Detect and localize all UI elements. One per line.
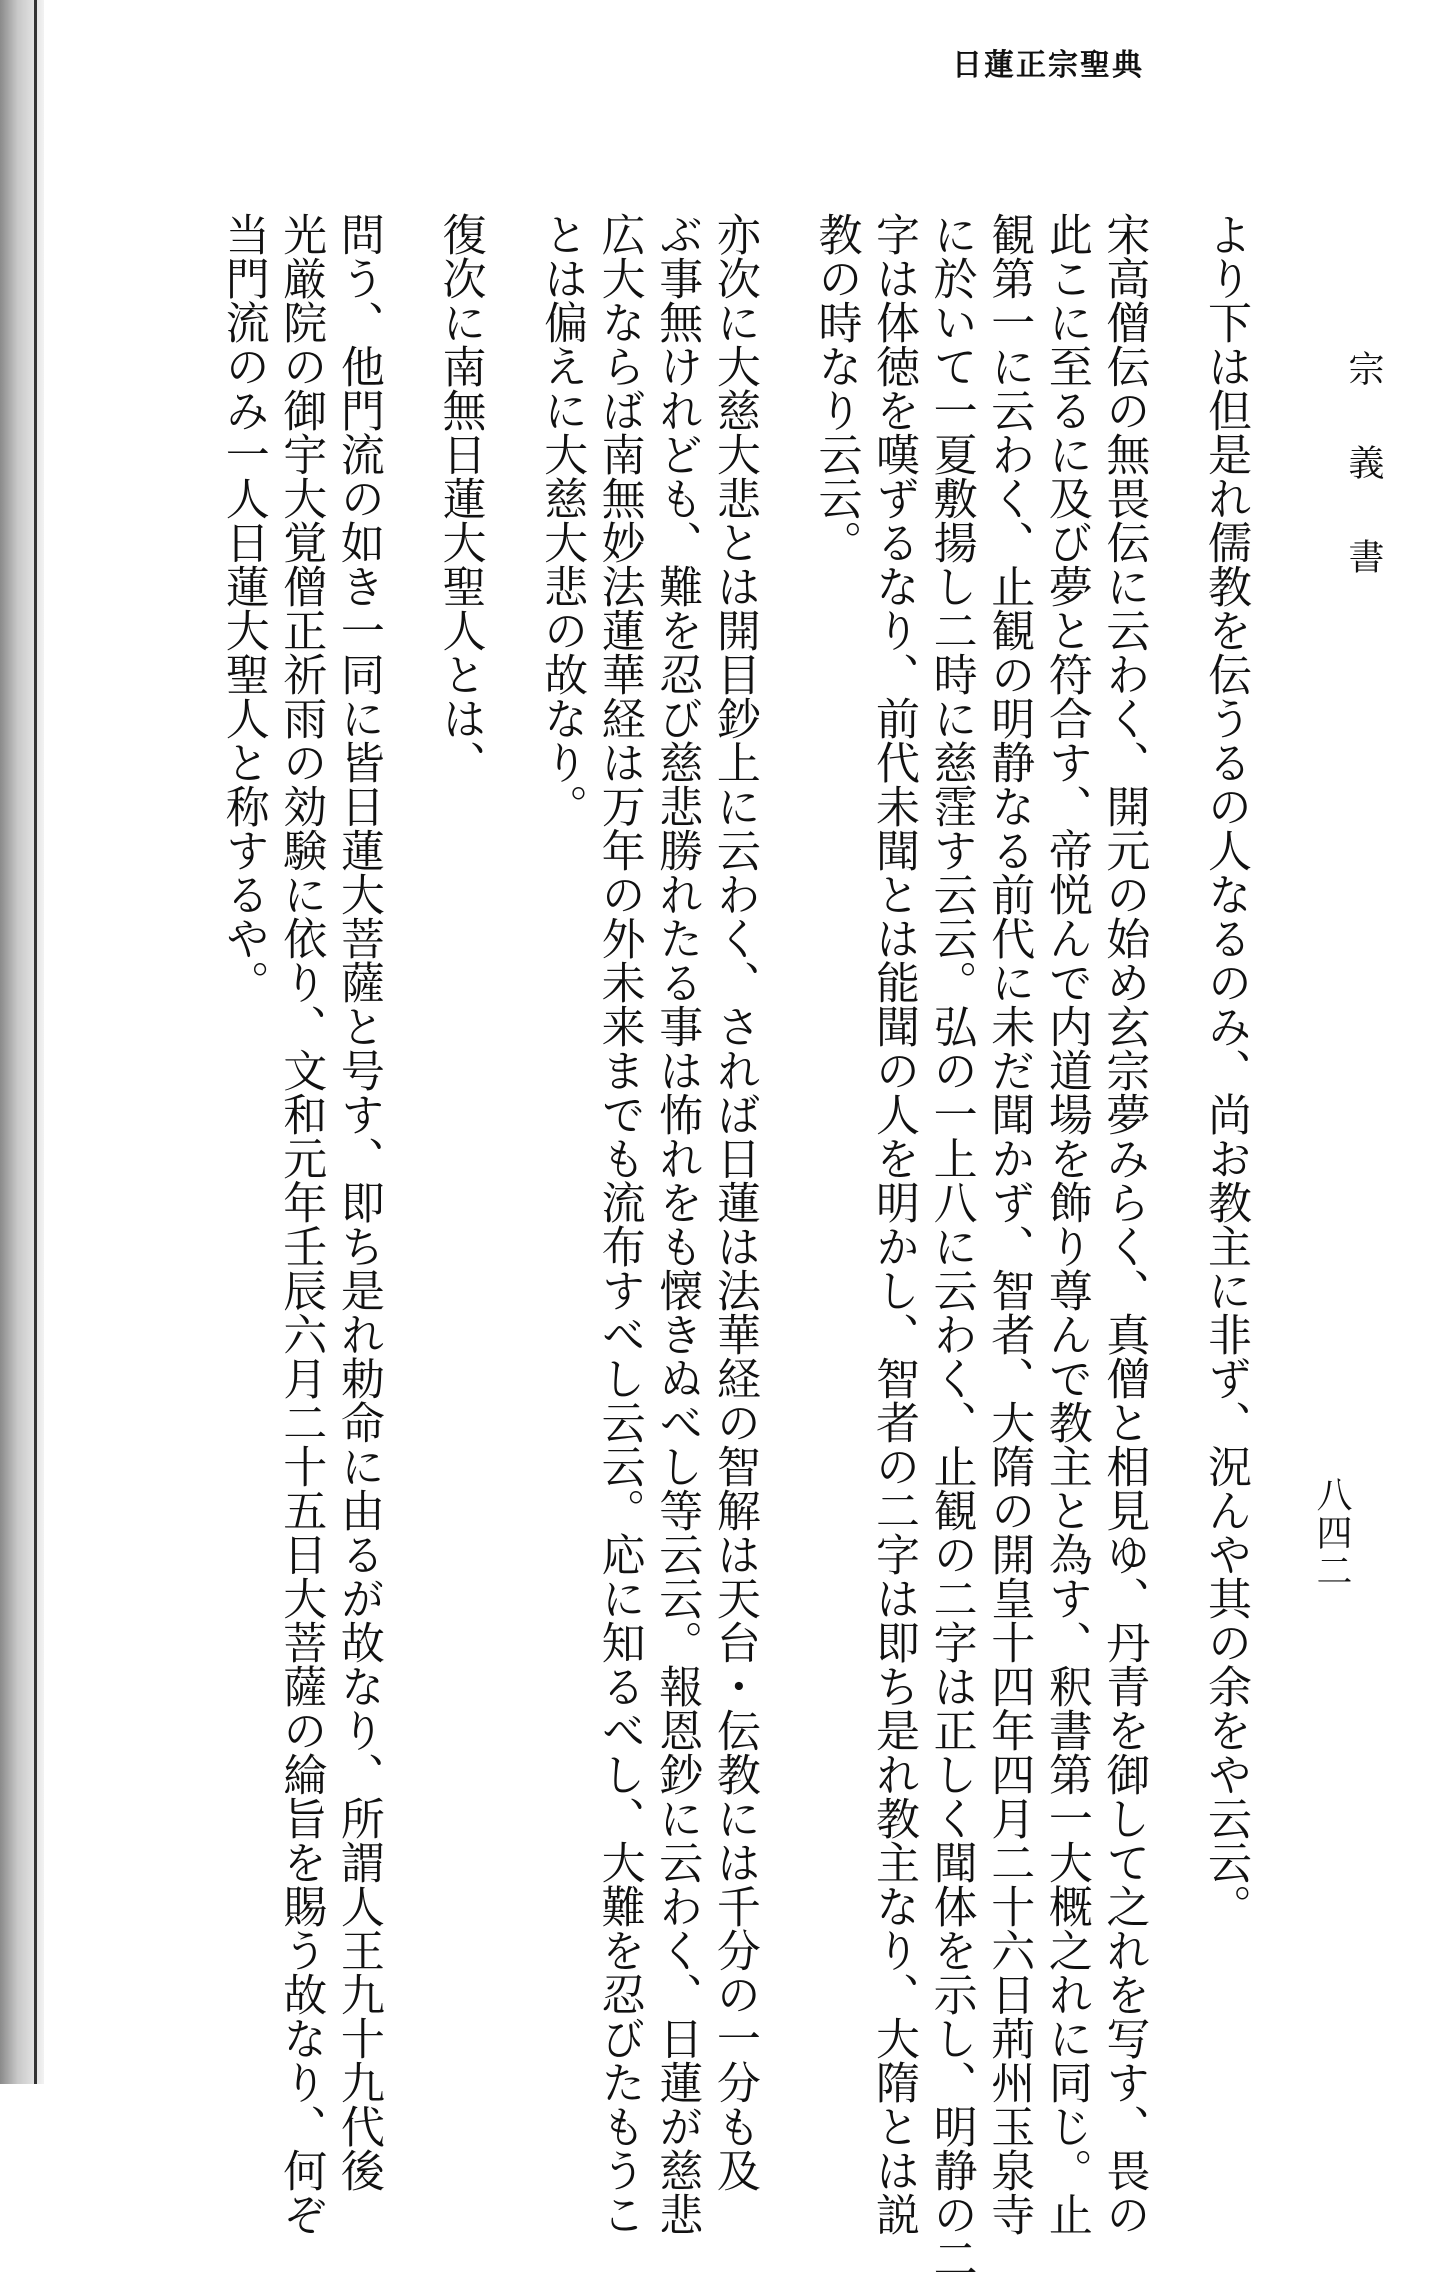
- text-column: より下は但是れ儒教を伝うるの人なるのみ、尚お教主に非ず、況んや其の余をや云云。: [1200, 212, 1251, 1928]
- text-column: 亦次に大慈大悲とは開目鈔上に云わく、されば日蓮は法華経の智解は天台・伝教には千分の一分も及: [708, 212, 760, 2192]
- text-column: 此こに至るに及び夢と符合す、帝悦んで内道場を飾り尊んで教主と為す、釈書第一大概之れに同じ。止: [1040, 212, 1092, 2236]
- text-column: 光厳院の御宇大覚僧正祈雨の効験に依り、文和元年壬辰六月二十五日大菩薩の綸旨を賜う故なり、何ぞ: [275, 212, 327, 2236]
- page-number: 八四二: [1311, 1476, 1352, 1590]
- text-column: 広大ならば南無妙法蓮華経は万年の外未来までも流布すべし云云。応に知るべし、大難を忍びたもうこ: [593, 212, 645, 2236]
- text-column: 字は体徳を嘆ずるなり、前代未聞とは能聞の人を明かし、智者の二字は即ち是れ教主なり、大隋とは説: [868, 212, 920, 2236]
- text-column: 教の時なり云云。: [810, 212, 862, 564]
- text-column: ぶ事無けれども、難を忍び慈悲勝れたる事は怖れをも懐きぬべし等云云。報恩鈔に云わく、日蓮が慈悲: [651, 212, 703, 2236]
- running-head: 日蓮正宗聖典: [952, 48, 1144, 83]
- section-title: 宗義書: [1343, 350, 1384, 632]
- text-column: 宋高僧伝の無畏伝に云わく、開元の始め玄宗夢みらく、真僧と相見ゆ、丹青を御して之れを写す、畏の: [1098, 212, 1150, 2236]
- binding-edge-line: [34, 0, 37, 2084]
- text-column: 当門流のみ一人日蓮大聖人と称するや。: [217, 212, 269, 1004]
- text-column: 観第一に云わく、止観の明静なる前代に未だ聞かず、智者、大隋の開皇十四年四月二十六日荊州玉泉寺: [983, 212, 1035, 2236]
- text-column: 問う、他門流の如き一同に皆日蓮大菩薩と号す、即ち是れ勅命に由るが故なり、所謂人王九十九代後: [332, 212, 384, 2192]
- text-column: 復次に南無日蓮大聖人とは、: [434, 212, 486, 784]
- binding-gutter: [0, 0, 44, 2084]
- body-text: [186, 212, 1254, 2280]
- text-column: とは偏えに大慈大悲の故なり。: [536, 212, 588, 828]
- text-column: に於いて一夏敷揚し二時に慈霔す云云。弘の一上八に云わく、止観の二字は正しく聞体を示し、明静の二: [925, 212, 977, 2280]
